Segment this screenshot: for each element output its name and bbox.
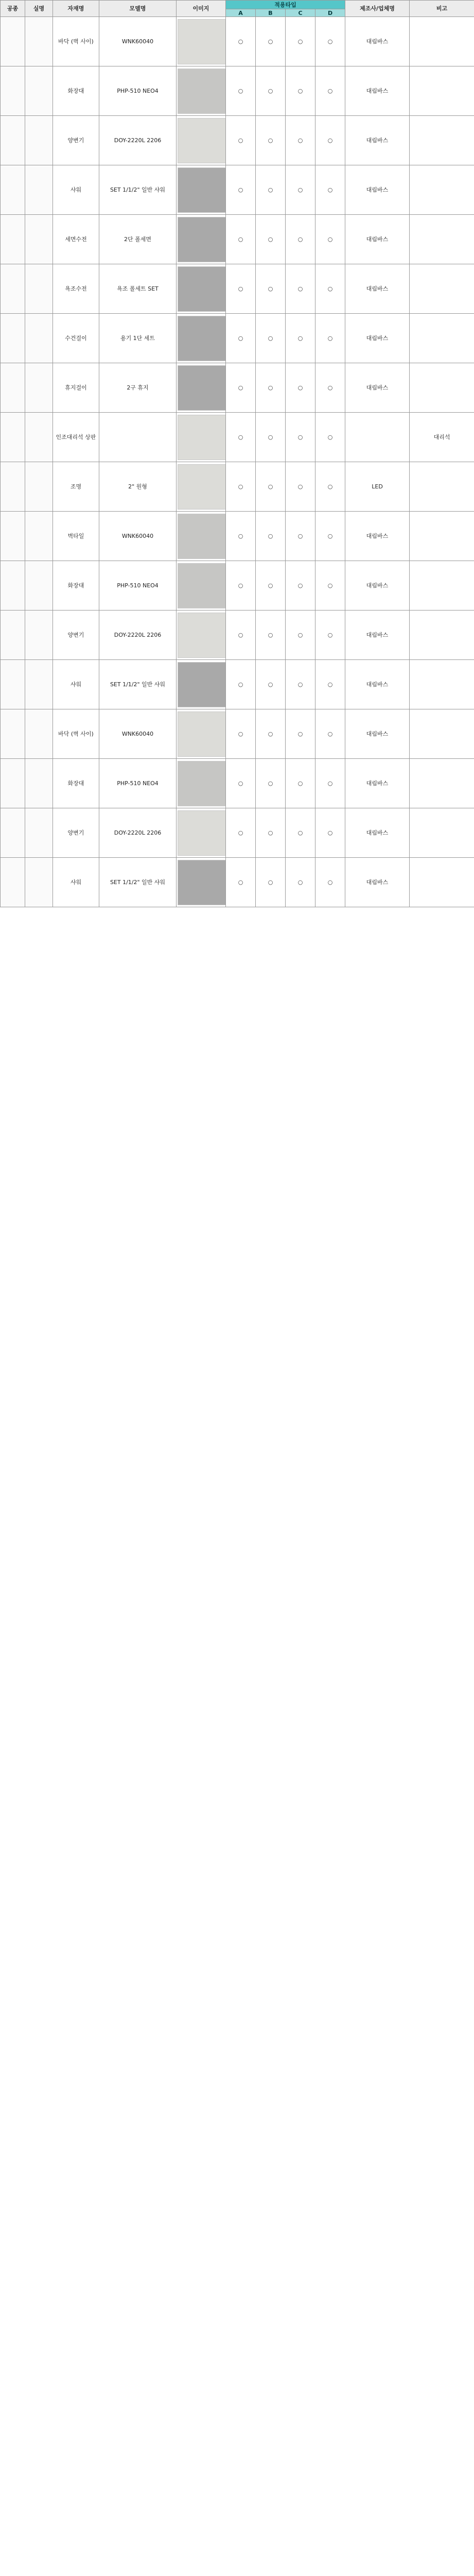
table-header [1, 1, 474, 17]
row-type-cell [1, 611, 25, 660]
material-photo [178, 761, 226, 806]
apply-mark: ○ [315, 561, 345, 611]
row-location-cell [25, 808, 53, 858]
row-image-cell [177, 611, 226, 660]
apply-mark: ○ [315, 116, 345, 165]
apply-mark: ○ [286, 165, 315, 215]
apply-mark: ○ [256, 858, 286, 907]
finish-schedule-table [0, 0, 474, 907]
table-row [1, 660, 474, 709]
row-note [410, 165, 474, 215]
row-location-cell [25, 462, 53, 512]
header-apply-d: D [315, 9, 345, 17]
apply-mark: ○ [256, 363, 286, 413]
apply-mark: ○ [256, 512, 286, 561]
row-image-cell [177, 808, 226, 858]
row-image-cell [177, 363, 226, 413]
apply-mark: ○ [226, 116, 256, 165]
row-type-cell [1, 413, 25, 462]
apply-mark: ○ [226, 462, 256, 512]
row-note [410, 660, 474, 709]
apply-mark: ○ [226, 561, 256, 611]
row-note [410, 116, 474, 165]
row-note [410, 462, 474, 512]
material-photo [178, 118, 226, 163]
row-item-name: 양변기 [53, 116, 99, 165]
row-supplier: 대림바스 [345, 660, 410, 709]
apply-mark: ○ [256, 808, 286, 858]
row-note [410, 858, 474, 907]
row-note [410, 66, 474, 116]
row-supplier: 대림바스 [345, 808, 410, 858]
apply-mark: ○ [315, 264, 345, 314]
apply-mark: ○ [256, 17, 286, 66]
row-type-cell [1, 660, 25, 709]
row-note [410, 561, 474, 611]
material-photo [178, 266, 226, 312]
row-model-name: DOY-2220L 2206 [99, 116, 177, 165]
apply-mark: ○ [286, 66, 315, 116]
material-photo [178, 415, 226, 460]
row-item-name: 화장대 [53, 66, 99, 116]
apply-mark: ○ [286, 709, 315, 759]
row-item-name: 바닥 (벽 사이) [53, 709, 99, 759]
row-supplier: 대림바스 [345, 561, 410, 611]
row-location-cell [25, 759, 53, 808]
material-photo [178, 316, 226, 361]
material-photo [178, 860, 226, 905]
row-location-cell [25, 512, 53, 561]
apply-mark: ○ [315, 165, 345, 215]
row-type-cell [1, 858, 25, 907]
row-type-cell [1, 264, 25, 314]
apply-mark: ○ [256, 314, 286, 363]
apply-mark: ○ [315, 462, 345, 512]
table-row [1, 858, 474, 907]
table-row [1, 561, 474, 611]
row-image-cell [177, 165, 226, 215]
apply-mark: ○ [286, 660, 315, 709]
row-supplier: 대림바스 [345, 264, 410, 314]
apply-mark: ○ [256, 561, 286, 611]
row-item-name: 양변기 [53, 808, 99, 858]
apply-mark: ○ [226, 709, 256, 759]
row-image-cell [177, 858, 226, 907]
apply-mark: ○ [286, 759, 315, 808]
apply-mark: ○ [256, 413, 286, 462]
row-type-cell [1, 462, 25, 512]
apply-mark: ○ [315, 17, 345, 66]
apply-mark: ○ [286, 264, 315, 314]
row-image-cell [177, 66, 226, 116]
apply-mark: ○ [286, 512, 315, 561]
row-location-cell [25, 165, 53, 215]
apply-mark: ○ [286, 215, 315, 264]
apply-mark: ○ [286, 17, 315, 66]
apply-mark: ○ [315, 709, 345, 759]
row-item-name: 인조대리석 상판 [53, 413, 99, 462]
row-item-name: 조명 [53, 462, 99, 512]
apply-mark: ○ [315, 808, 345, 858]
row-item-name: 화장대 [53, 759, 99, 808]
apply-mark: ○ [315, 413, 345, 462]
row-note [410, 264, 474, 314]
row-note [410, 709, 474, 759]
material-photo [178, 167, 226, 213]
apply-mark: ○ [226, 512, 256, 561]
row-supplier: 대림바스 [345, 363, 410, 413]
row-model-name: WNK60040 [99, 17, 177, 66]
row-model-name: 욕조 폴세트 SET [99, 264, 177, 314]
row-location-cell [25, 709, 53, 759]
row-type-cell [1, 66, 25, 116]
row-item-name: 벽타일 [53, 512, 99, 561]
row-note [410, 611, 474, 660]
row-model-name: WNK60040 [99, 512, 177, 561]
apply-mark: ○ [315, 660, 345, 709]
row-type-cell [1, 709, 25, 759]
row-location-cell [25, 116, 53, 165]
apply-mark: ○ [286, 561, 315, 611]
row-model-name: PHP-510 NEO4 [99, 759, 177, 808]
table-row [1, 808, 474, 858]
row-supplier: 대림바스 [345, 17, 410, 66]
row-location-cell [25, 66, 53, 116]
apply-mark: ○ [226, 264, 256, 314]
row-item-name: 휴지걸이 [53, 363, 99, 413]
header-note: 비고 [410, 1, 474, 17]
row-model-name: WNK60040 [99, 709, 177, 759]
row-type-cell [1, 759, 25, 808]
header-apply-c: C [286, 9, 315, 17]
apply-mark: ○ [315, 512, 345, 561]
apply-mark: ○ [226, 413, 256, 462]
row-supplier: 대림바스 [345, 66, 410, 116]
apply-mark: ○ [226, 215, 256, 264]
material-photo [178, 563, 226, 608]
row-location-cell [25, 611, 53, 660]
table-row [1, 462, 474, 512]
row-model-name: PHP-510 NEO4 [99, 561, 177, 611]
table-row [1, 611, 474, 660]
row-supplier: 대림바스 [345, 116, 410, 165]
row-model-name: 2구 휴지 [99, 363, 177, 413]
apply-mark: ○ [315, 314, 345, 363]
apply-mark: ○ [226, 17, 256, 66]
row-location-cell [25, 215, 53, 264]
row-location-cell [25, 561, 53, 611]
row-type-cell [1, 561, 25, 611]
apply-mark: ○ [315, 66, 345, 116]
table-row [1, 264, 474, 314]
row-location-cell [25, 264, 53, 314]
material-photo [178, 662, 226, 707]
apply-mark: ○ [256, 165, 286, 215]
row-note [410, 215, 474, 264]
header-apply-b: B [256, 9, 286, 17]
row-type-cell [1, 512, 25, 561]
apply-mark: ○ [256, 116, 286, 165]
material-photo [178, 613, 226, 658]
material-photo [178, 365, 226, 411]
row-supplier: 대림바스 [345, 759, 410, 808]
material-photo [178, 464, 226, 510]
apply-mark: ○ [256, 759, 286, 808]
table-row [1, 709, 474, 759]
table-row [1, 413, 474, 462]
header-apply-a: A [226, 9, 256, 17]
apply-mark: ○ [256, 660, 286, 709]
table-row [1, 66, 474, 116]
row-type-cell [1, 808, 25, 858]
row-image-cell [177, 660, 226, 709]
row-model-name: PHP-510 NEO4 [99, 66, 177, 116]
row-image-cell [177, 17, 226, 66]
row-note [410, 808, 474, 858]
row-item-name: 세면수전 [53, 215, 99, 264]
row-model-name: 2단 폴세면 [99, 215, 177, 264]
row-supplier: 대림바스 [345, 858, 410, 907]
row-note [410, 363, 474, 413]
row-note [410, 512, 474, 561]
row-supplier: 대림바스 [345, 611, 410, 660]
apply-mark: ○ [315, 363, 345, 413]
row-supplier: 대림바스 [345, 215, 410, 264]
apply-mark: ○ [226, 808, 256, 858]
header-model: 모델명 [99, 1, 177, 17]
apply-mark: ○ [286, 858, 315, 907]
row-type-cell [1, 116, 25, 165]
row-model-name: 용기 1단 세트 [99, 314, 177, 363]
row-image-cell [177, 709, 226, 759]
row-item-name: 샤워 [53, 858, 99, 907]
row-model-name: SET 1/1/2" 일반 샤워 [99, 660, 177, 709]
row-location-cell [25, 363, 53, 413]
table-row [1, 116, 474, 165]
row-type-cell [1, 363, 25, 413]
row-model-name: DOY-2220L 2206 [99, 611, 177, 660]
row-item-name: 샤워 [53, 165, 99, 215]
row-supplier [345, 413, 410, 462]
row-image-cell [177, 413, 226, 462]
header-supply: 제조사/업체명 [345, 1, 410, 17]
apply-mark: ○ [226, 165, 256, 215]
table-row [1, 363, 474, 413]
row-model-name: SET 1/1/2" 일반 샤워 [99, 858, 177, 907]
row-image-cell [177, 512, 226, 561]
row-model-name [99, 413, 177, 462]
table-row [1, 215, 474, 264]
apply-mark: ○ [226, 314, 256, 363]
apply-mark: ○ [226, 858, 256, 907]
apply-mark: ○ [315, 611, 345, 660]
row-image-cell [177, 215, 226, 264]
apply-mark: ○ [315, 858, 345, 907]
row-note: 대리석 [410, 413, 474, 462]
row-model-name: DOY-2220L 2206 [99, 808, 177, 858]
row-image-cell [177, 759, 226, 808]
row-model-name: 2" 원형 [99, 462, 177, 512]
apply-mark: ○ [256, 611, 286, 660]
row-location-cell [25, 660, 53, 709]
material-photo [178, 514, 226, 559]
apply-mark: ○ [286, 314, 315, 363]
apply-mark: ○ [256, 709, 286, 759]
apply-mark: ○ [226, 611, 256, 660]
apply-mark: ○ [226, 66, 256, 116]
apply-mark: ○ [286, 363, 315, 413]
row-note [410, 759, 474, 808]
row-image-cell [177, 116, 226, 165]
apply-mark: ○ [226, 759, 256, 808]
row-location-cell [25, 314, 53, 363]
row-image-cell [177, 561, 226, 611]
row-supplier: LED [345, 462, 410, 512]
header-location: 실명 [25, 1, 53, 17]
material-photo [178, 217, 226, 262]
row-location-cell [25, 413, 53, 462]
material-photo [178, 19, 226, 64]
apply-mark: ○ [315, 759, 345, 808]
material-photo [178, 69, 226, 114]
row-image-cell [177, 264, 226, 314]
apply-mark: ○ [286, 413, 315, 462]
apply-mark: ○ [256, 264, 286, 314]
row-type-cell [1, 17, 25, 66]
row-supplier: 대림바스 [345, 165, 410, 215]
row-supplier: 대림바스 [345, 709, 410, 759]
row-location-cell [25, 858, 53, 907]
apply-mark: ○ [226, 660, 256, 709]
row-item-name: 양변기 [53, 611, 99, 660]
apply-mark: ○ [286, 808, 315, 858]
row-image-cell [177, 462, 226, 512]
row-item-name: 바닥 (벽 사이) [53, 17, 99, 66]
apply-mark: ○ [226, 363, 256, 413]
row-note [410, 17, 474, 66]
table-row [1, 759, 474, 808]
table-row [1, 17, 474, 66]
row-item-name: 수건걸이 [53, 314, 99, 363]
header-item: 자재명 [53, 1, 99, 17]
row-supplier: 대림바스 [345, 512, 410, 561]
table-row [1, 314, 474, 363]
table-row [1, 165, 474, 215]
row-image-cell [177, 314, 226, 363]
row-item-name: 욕조수전 [53, 264, 99, 314]
table-row [1, 512, 474, 561]
apply-mark: ○ [256, 66, 286, 116]
row-location-cell [25, 17, 53, 66]
apply-mark: ○ [315, 215, 345, 264]
apply-mark: ○ [286, 116, 315, 165]
material-photo [178, 810, 226, 856]
row-type-cell [1, 165, 25, 215]
apply-mark: ○ [256, 462, 286, 512]
material-photo [178, 711, 226, 757]
row-type-cell [1, 215, 25, 264]
header-type: 공종 [1, 1, 25, 17]
row-item-name: 화장대 [53, 561, 99, 611]
row-type-cell [1, 314, 25, 363]
apply-mark: ○ [256, 215, 286, 264]
header-image: 이미지 [177, 1, 226, 17]
row-item-name: 샤워 [53, 660, 99, 709]
apply-mark: ○ [286, 462, 315, 512]
row-model-name: SET 1/1/2" 일반 샤워 [99, 165, 177, 215]
header-apply: 적용타입 [226, 1, 345, 9]
apply-mark: ○ [286, 611, 315, 660]
table-body [1, 17, 474, 907]
row-note [410, 314, 474, 363]
row-supplier: 대림바스 [345, 314, 410, 363]
